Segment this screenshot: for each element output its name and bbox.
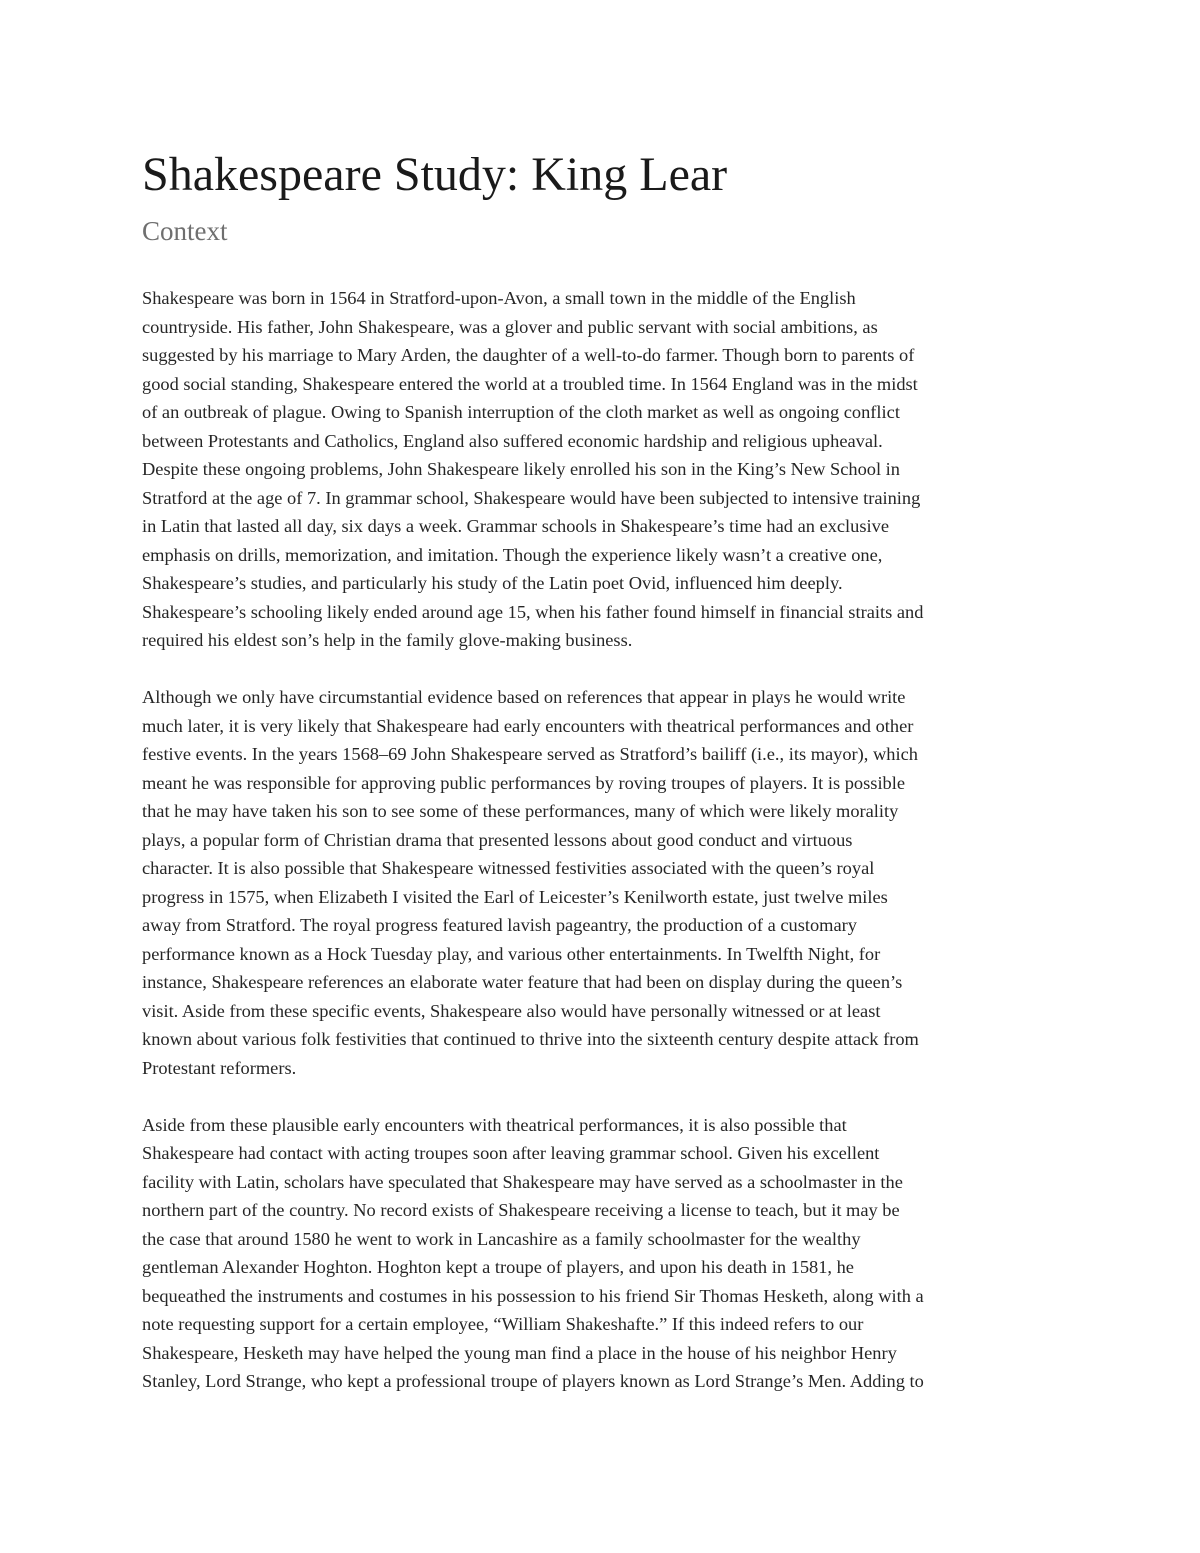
paragraph-line: character. It is also possible that Shakespeare witnessed festivities associated with the queen’s royal [142, 858, 875, 878]
paragraph-line: countryside. His father, John Shakespeare, was a glover and public servant with social ambitions, as [142, 316, 878, 337]
paragraph-line: Shakespeare was born in 1564 in Stratford-upon-Avon, a small town in the middle of the English [142, 288, 856, 308]
paragraph-line: festive events. In the years 1568–69 John Shakespeare served as Stratford’s bailiff (i.e., its mayor), which [142, 744, 918, 764]
paragraph-line: Stratford at the age of 7. In grammar school, Shakespeare would have been subjected to intensive training [142, 487, 921, 508]
paragraph-line: meant he was responsible for approving public performances by roving troupes of players. It is possible [142, 772, 906, 793]
paragraph-line: Shakespeare’s studies, and particularly his study of the Latin poet Ovid, influenced him deeply. [142, 573, 843, 593]
paragraph-line: plays, a popular form of Christian drama that presented lessons about good conduct and virtuous [142, 829, 853, 850]
paragraph [142, 1111, 1072, 1396]
paragraph-line: suggested by his marriage to Mary Arden, the daughter of a well-to-do farmer. Though born to parents of [142, 345, 915, 365]
paragraph-line: instance, Shakespeare references an elaborate water feature that had been on display during the queen’s [142, 972, 903, 992]
paragraph-line: visit. Aside from these specific events, Shakespeare also would have personally witnessed or at least [142, 1000, 881, 1021]
paragraph-line: progress in 1575, when Elizabeth I visited the Earl of Leicester’s Kenilworth estate, just twelve miles [142, 886, 888, 907]
document-body [142, 284, 1072, 1424]
paragraph-line: in Latin that lasted all day, six days a week. Grammar schools in Shakespeare’s time had an exclusive [142, 516, 889, 536]
paragraph-line: that he may have taken his son to see some of these performances, many of which were likely morality [142, 801, 899, 821]
paragraph-line: between Protestants and Catholics, England also suffered economic hardship and religious upheaval. [142, 430, 883, 451]
paragraph [142, 683, 1072, 1082]
paragraph [142, 284, 1072, 655]
paragraph-line: Aside from these plausible early encounters with theatrical performances, it is also possible that [142, 1114, 847, 1135]
paragraph-line: known about various folk festivities that continued to thrive into the sixteenth century despite attack from [142, 1029, 919, 1049]
paragraph-line: much later, it is very likely that Shakespeare had early encounters with theatrical performances and other [142, 715, 914, 736]
paragraph-line: note requesting support for a certain employee, “William Shakeshafte.” If this indeed refers to our [142, 1314, 864, 1334]
paragraph-line: good social standing, Shakespeare entered the world at a troubled time. In 1564 England was in the midst [142, 373, 918, 394]
paragraph-line: facility with Latin, scholars have speculated that Shakespeare may have served as a schoolmaster in the [142, 1171, 903, 1192]
paragraph-line: away from Stratford. The royal progress featured lavish pageantry, the production of a customary [142, 915, 857, 935]
paragraph-line: the case that around 1580 he went to work in Lancashire as a family schoolmaster for the wealthy [142, 1228, 861, 1249]
section-heading: Context [142, 216, 228, 246]
paragraph-line: Stanley, Lord Strange, who kept a professional troupe of players known as Lord Strange’s Men. Adding to [142, 1371, 924, 1391]
paragraph-line: Shakespeare’s schooling likely ended around age 15, when his father found himself in financial straits and [142, 601, 924, 622]
paragraph-line: Although we only have circumstantial evidence based on references that appear in plays he would write [142, 687, 906, 707]
document-title: Shakespeare Study: King Lear [142, 148, 728, 201]
paragraph-line: Shakespeare had contact with acting troupes soon after leaving grammar school. Given his excellent [142, 1143, 880, 1163]
paragraph-line: Despite these ongoing problems, John Shakespeare likely enrolled his son in the King’s New School in [142, 459, 900, 479]
paragraph-line: northern part of the country. No record exists of Shakespeare receiving a license to teach, but it may be [142, 1200, 900, 1220]
paragraph-line: emphasis on drills, memorization, and imitation. Though the experience likely wasn’t a creative one, [142, 544, 883, 565]
paragraph-line: Protestant reformers. [142, 1057, 297, 1078]
paragraph-line: bequeathed the instruments and costumes in his possession to his friend Sir Thomas Hesketh, along with a [142, 1285, 924, 1306]
paragraph-line: performance known as a Hock Tuesday play, and various other entertainments. In Twelfth Night, for [142, 943, 881, 964]
paragraph-line: Shakespeare, Hesketh may have helped the young man find a place in the house of his neighbor Henry [142, 1342, 897, 1363]
paragraph-line: of an outbreak of plague. Owing to Spanish interruption of the cloth market as well as ongoing conflict [142, 402, 900, 422]
paragraph-line: required his eldest son’s help in the family glove-making business. [142, 630, 633, 650]
paragraph-line: gentleman Alexander Hoghton. Hoghton kept a troupe of players, and upon his death in 1581, he [142, 1257, 854, 1277]
